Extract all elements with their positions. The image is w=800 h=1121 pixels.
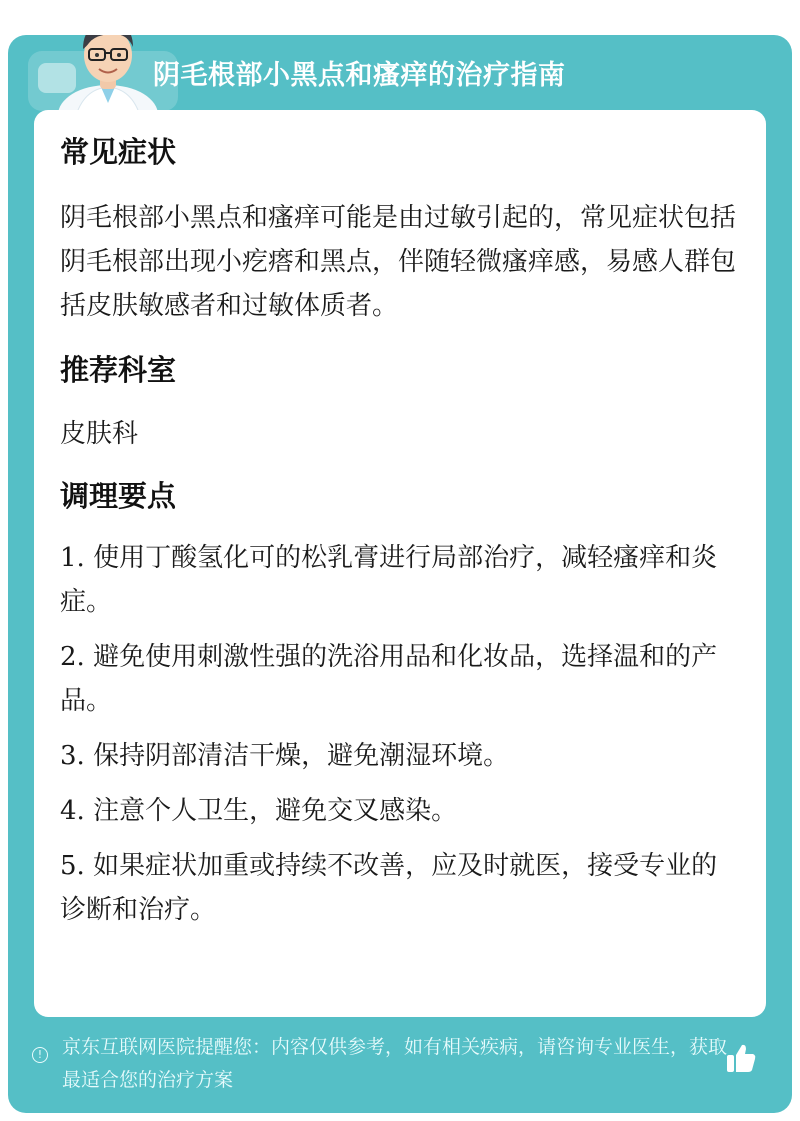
care-heading: 调理要点	[60, 479, 177, 513]
item-text: 保持阴部清洁干燥，避免潮湿环境。	[93, 741, 510, 771]
disclaimer-text: 京东互联网医院提醒您：内容仅供参考，如有相关疾病，请咨询专业医生，获取最适合您的治疗方案	[62, 1036, 728, 1091]
disclaimer-footer	[36, 1031, 736, 1097]
item-number: 2.	[60, 642, 85, 672]
item-text: 如果症状加重或持续不改善，应及时就医，接受专业的诊断和治疗。	[60, 851, 718, 925]
list-item	[60, 635, 740, 723]
doctor-avatar	[53, 35, 163, 119]
list-item	[60, 789, 740, 833]
item-number: 3.	[60, 741, 85, 771]
item-text: 注意个人卫生，避免交叉感染。	[93, 796, 458, 826]
list-item	[60, 734, 740, 778]
item-text: 使用丁酸氢化可的松乳膏进行局部治疗，减轻瘙痒和炎症。	[60, 543, 718, 617]
guide-card	[8, 35, 792, 1113]
symptoms-heading: 常见症状	[60, 135, 177, 169]
thumbs-up-icon[interactable]	[724, 1041, 758, 1075]
symptoms-text: 阴毛根部小黑点和瘙痒可能是由过敏引起的，常见症状包括阴毛根部出现小疙瘩和黑点，伴随轻微瘙痒感，易感人群包括皮肤敏感者和过敏体质者。	[60, 203, 737, 321]
info-icon: !	[32, 1047, 48, 1063]
department-heading: 推荐科室	[60, 353, 177, 387]
content-panel	[34, 110, 766, 1017]
item-number: 4.	[60, 796, 85, 826]
item-text: 避免使用刺激性强的洗浴用品和化妆品，选择温和的产品。	[60, 642, 718, 716]
item-number: 5.	[60, 851, 85, 881]
list-item	[60, 844, 740, 932]
list-item	[60, 536, 740, 624]
care-list	[60, 536, 740, 932]
department-text: 皮肤科	[60, 419, 139, 449]
item-number: 1.	[60, 543, 85, 573]
page-title: 阴毛根部小黑点和瘙痒的治疗指南	[153, 60, 566, 91]
